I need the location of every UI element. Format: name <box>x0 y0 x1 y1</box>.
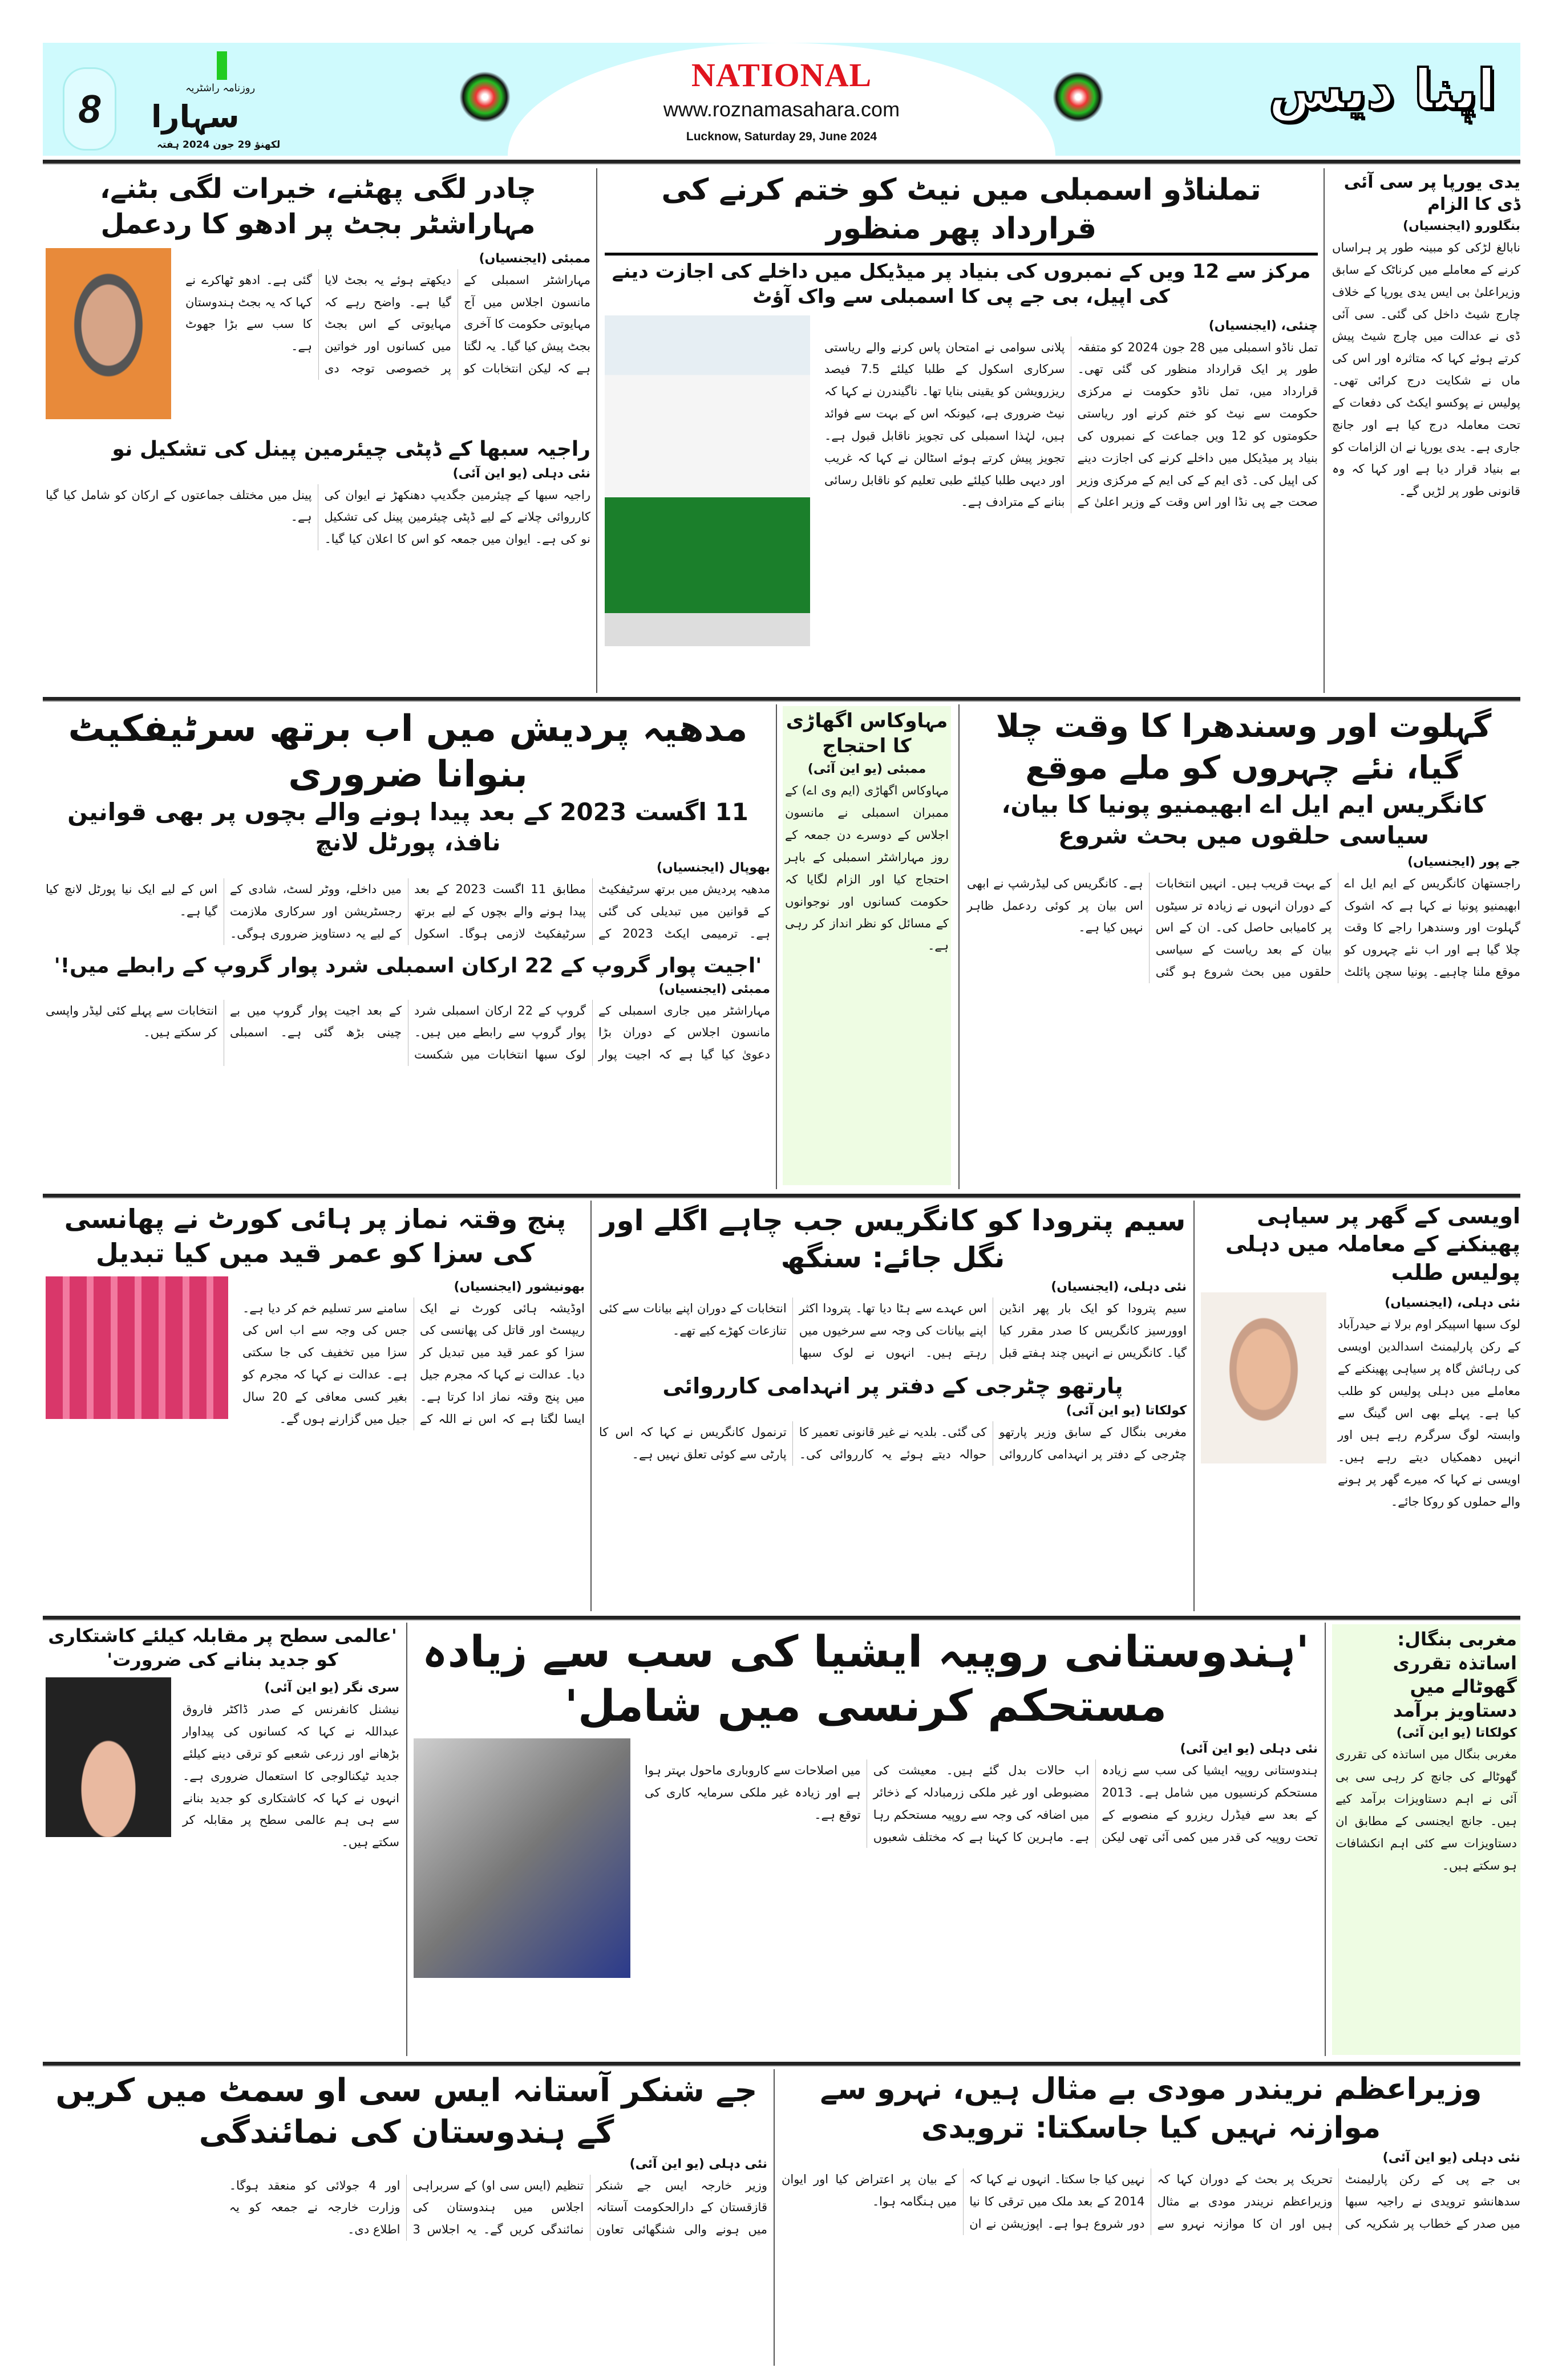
dateline: ممبئی (ایجنسیاں) <box>658 982 770 996</box>
dateline: سری نگر (یو این آئی) <box>264 1681 399 1696</box>
article-body: وزیر خارجہ ایس جے شنکر قازقستان کے دارالحکومت آستانہ میں ہونے والی شنگھائی تعاون تنظیم (ایس سی او) کے سربراہی اجلاس میں ہندوستان کی نمائندگی کریں گے۔ یہ اجلاس 3 اور 4 جولائی کو منعقد ہوگا۔ وزارت خارجہ نے جمعہ کو یہ اطلاع دی۔ <box>229 2178 767 2237</box>
article-pitroda <box>599 1202 1187 1466</box>
article-mva-protest <box>783 706 951 1185</box>
article-trivedi <box>782 2070 1520 2235</box>
article-bengal-teachers <box>1332 1624 1520 2055</box>
article-uddhav-budget <box>46 171 590 550</box>
article-body: تمل ناڈو اسمبلی میں 28 جون 2024 کو متفقہ طور پر ایک قرارداد منظور کی گئی تھی۔ قرارداد میں، تمل ناڈو حکومت نے مرکزی حکومت سے نیٹ کو ختم کرنے اور ریاستی حکومتوں کو 12 ویں جماعت کے نمبروں کی بنیاد پر میڈیکل میں داخلے کرنے کی اجازت دینے کی اپیل کی۔ ڈی ایم کے کی ایم کے مرکزی وزیر صحت جے پی نڈا اور اس وقت کے وزیر اعلیٰ کے پلانی سوامی نے امتحان پاس کرنے والے ریاستی سرکاری اسکول کے طلبا کیلئے 7.5 فیصد ریزرویشن کو یقینی بنایا تھا۔ ناگیندرن نے کہا کہ نیٹ ضروری ہے، کیونکہ اس کے بہت سے فوائد ہیں، لہٰذا اسمبلی کی تجویز ناقابل قبول ہے۔ تجویز پیش کرتے ہوئے اسٹالن نے کہا کہ غریب اور دیہی طلبا کیلئے طبی تعلیم کو ناقابل رسائی بنانے کے مترادف ہے۔ <box>824 340 1318 509</box>
article-body: راجستھان کانگریس کے ایم ایل اے ابھیمنیو پونیا نے کہا ہے کہ اشوک گہلوت اور وسندھرا راجے کا وقت چلا گیا ہے اور اب نئے چہروں کو موقع ملنا چاہیے۔ پونیا سچن پائلٹ کے بہت قریب ہیں۔ انہیں انتخابات کے دوران انہوں نے زیادہ تر سیٹوں پر کامیابی حاصل کی۔ ان کے اس بیان کے بعد ریاست کے سیاسی حلقوں میں بحث شروع ہو گئی ہے۔ کانگریس کی لیڈرشپ نے ابھی اس بیان پر کوئی ردعمل ظاہر نہیں کیا ہے۔ <box>967 876 1520 979</box>
article-body: مہاوکاس اگھاڑی (ایم وی اے) کے ممبران اسمبلی نے مانسون اجلاس کے دوسرے دن جمعہ کے روز مہاراشٹر اسمبلی کے باہر احتجاج کیا اور الزام لگایا کہ حکومت کسانوں اور نوجوانوں کے مسائل کو نظر انداز کر رہی ہے۔ <box>785 784 949 953</box>
headline: تملناڈو اسمبلی میں نیٹ کو ختم کرنے کی قرارداد پھر منظور <box>661 173 1261 246</box>
dateline: ممبئی (یو این آئی) <box>807 762 926 777</box>
headline: وزیراعظم نریندر مودی بے مثال ہیں، نہرو سے موازنہ نہیں کیا جاسکتا: ترویدی <box>820 2072 1482 2145</box>
dateline: نئی دہلی (یو این آئی) <box>629 2156 767 2171</box>
column-divider <box>1325 1623 1326 2056</box>
logo-tagline: روزنامہ راشٹریہ <box>185 82 256 94</box>
article-body: نابالغ لڑکی کو مبینہ طور پر ہراساں کرنے کے معاملے میں کرناٹک کے سابق وزیراعلیٰ بی ایس یدی یورپا کے خلاف چارج شیٹ داخل کی گئی۔ سی آئی ڈی نے عدالت میں چارج شیٹ پیش کرتے ہوئے کہا کہ متاثرہ اور اس کی ماں نے شکایت درج کرائی تھی۔ پولیس نے پوکسو ایکٹ کی دفعات کے تحت معاملہ درج کیا ہے اور جانچ جاری ہے۔ یدی یورپا نے ان الزامات کو بے بنیاد قرار دیا ہے اور کہا کہ وہ قانونی طور پر لڑیں گے۔ <box>1332 241 1520 498</box>
logo-name: سہارا <box>151 99 240 135</box>
dateline: بھوپال (ایجنسیاں) <box>657 861 770 875</box>
dateline: نئی دہلی (یو این آئی) <box>1180 1742 1318 1756</box>
newspaper-logo <box>151 51 300 154</box>
article-jaishankar <box>46 2070 767 2241</box>
dateline: جے پور (ایجنسیاں) <box>1407 854 1520 869</box>
subheadline: مرکز سے 12 ویں کے نمبروں کی بنیاد پر میڈیکل میں داخلے کی اجازت دینے کی اپیل، بی جے پی کا اسمبلی سے واک آؤٹ <box>612 260 1311 309</box>
dateline: بھونیشور (ایجنسیاں) <box>454 1279 585 1294</box>
page-title: اپنا دیس <box>1268 58 1496 121</box>
article-body: ہندوستانی روپیہ ایشیا کی سب سے زیادہ مستحکم کرنسیوں میں شامل ہے۔ 2013 کے بعد سے فیڈرل ریزرو کے منصوبے کے تحت روپیہ کی قدر میں کمی آئی تھی لیکن اب حالات بدل گئے ہیں۔ معیشت کی مضبوطی اور غیر ملکی زرمبادلہ کے ذخائر میں اضافہ کی وجہ سے روپیہ مستحکم رہا ہے۔ ماہرین کا کہنا ہے کہ مختلف شعبوں میں اصلاحات سے کاروباری ماحول بہتر ہوا ہے اور زیادہ غیر ملکی سرمایہ کاری کی توقع ہے۔ <box>645 1763 1318 1844</box>
divider <box>43 1616 1520 1620</box>
sunburst-icon <box>459 71 511 123</box>
article-body: راجیہ سبھا کے چیئرمین جگدیپ دھنکھڑ نے ایوان کی کارروائی چلانے کے لیے ڈپٹی چیئرمین پینل کی تشکیل نو کی ہے۔ ایوان میں جمعہ کو اس کا اعلان کیا گیا۔ پینل میں مختلف جماعتوں کے ارکان کو شامل کیا گیا ہے۔ <box>46 488 590 546</box>
dateline: نئی دہلی، (ایجنسیاں) <box>1051 1280 1187 1294</box>
headline: گہلوت اور وسندھرا کا وقت چلا گیا، نئے چہروں کو ملے موقع <box>995 708 1492 786</box>
headline: اویسی کے گھر پر سیاہی پھینکنے کے معاملہ میں دہلی پولیس طلب <box>1225 1203 1520 1285</box>
article-farooq-abdullah <box>46 1624 399 1997</box>
date-urdu: لکھنؤ 29 جون 2024 ہفتہ <box>157 139 281 151</box>
headline: مغربی بنگال: اساتذہ تقرری گھوٹالے میں دستاویز برآمد <box>1393 1628 1517 1721</box>
uddhav-thackeray-photo <box>46 248 171 419</box>
headline: چادر لگی پھٹنے، خیرات لگی بٹنے، مہاراشٹر بجٹ پر ادھو کا ردعمل <box>100 173 536 241</box>
column-divider <box>596 168 597 693</box>
article-body: نیشنل کانفرنس کے صدر ڈاکٹر فاروق عبداللہ نے کہا کہ کسانوں کی پیداوار بڑھانے اور زرعی شعبے کو ترقی دینے کیلئے جدید ٹیکنالوجی کا استعمال ضروری ہے۔ انہوں نے کہا کہ کاشتکاری کو جدید بنانے سے ہی ہم عالمی سطح پر مقابلہ کر سکتے ہیں۔ <box>183 1702 399 1850</box>
article-body: مہاراشٹر اسمبلی کے مانسون اجلاس میں آج مہایوتی حکومت کا آخری بجٹ پیش کیا گیا۔ یہ لگتا ہے کہ لیکن انتخابات کو دیکھتے ہوئے یہ بجٹ لایا گیا ہے۔ واضح رہے کہ مہایوتی کے اس بجٹ میں کسانوں اور خواتین پر خصوصی توجہ دی گئی ہے۔ ادھو ٹھاکرے نے کہا کہ یہ بجٹ ہندوستان کا سب سے بڑا جھوٹ ہے۔ <box>185 273 590 376</box>
divider <box>43 1194 1520 1198</box>
article-body: مہاراشٹر میں جاری اسمبلی کے مانسون اجلاس کے دوران بڑا دعویٰ کیا گیا ہے کہ اجیت پوار گروپ کے 22 ارکان اسمبلی شرد پوار گروپ سے رابطے میں ہیں۔ لوک سبھا انتخابات میں شکست کے بعد اجیت پوار گروپ میں بے چینی بڑھ گئی ہے۔ اسمبلی انتخابات سے پہلے کئی لیڈر واپسی کر سکتے ہیں۔ <box>46 1003 770 1062</box>
column-divider <box>406 1623 407 2056</box>
farooq-abdullah-photo <box>46 1677 171 1837</box>
dateline: ممبئی (ایجنسیاں) <box>479 251 590 266</box>
column-divider <box>776 704 777 1189</box>
column-divider <box>590 1201 592 1611</box>
article-body: بی جے پی کے رکن پارلیمنٹ سدھانشو ترویدی نے راجیہ سبھا میں صدر کے خطاب پر شکریہ کی تحریک پر بحث کے دوران کہا کہ وزیراعظم نریندر مودی بے مثال ہیں اور ان کا موازنہ نہرو سے نہیں کیا جا سکتا۔ انہوں نے کہا کہ 2014 کے بعد ملک میں ترقی کا نیا دور شروع ہوا ہے۔ اپوزیشن نے ان کے بیان پر اعتراض کیا اور ایوان میں ہنگامہ ہوا۔ <box>782 2172 1520 2231</box>
headline: راجیہ سبھا کے ڈپٹی چیئرمین پینل کی تشکیل نو <box>112 437 590 461</box>
sunburst-icon <box>1053 71 1104 123</box>
dateline: نئی دہلی، (ایجنسیاں) <box>1385 1296 1520 1311</box>
article-body: لوک سبھا اسپیکر اوم برلا نے حیدرآباد کے رکن پارلیمنٹ اسدالدین اویسی کی رہائش گاہ پر سیاہی پھینکنے کے معاملے میں دہلی پولیس کو طلب کیا ہے۔ پہلے بھی اس گینگ سے وابستہ لوگ سرگرم رہے ہیں اور انہیں دھمکیاں دیتے رہے ہیں۔ اویسی نے کہا کہ میرے گھر پر ہونے والے حملوں کو روکا جائے۔ <box>1338 1317 1520 1509</box>
article-tamilnadu-neet <box>605 171 1318 658</box>
anniversary-1-icon <box>217 51 227 80</box>
column-divider <box>958 704 960 1189</box>
column-divider <box>1324 168 1325 693</box>
article-yediyurappa <box>1332 171 1520 502</box>
column-divider <box>774 2069 775 2366</box>
dateline: چنئی، (ایجنسیاں) <box>1208 318 1318 333</box>
headline: مہاوکاس اگھاڑی کا احتجاج <box>786 709 948 758</box>
currency-notes-photo <box>414 1738 630 1978</box>
om-birla-photo <box>1201 1292 1326 1463</box>
dateline: نئی دہلی (یو این آئی) <box>452 466 590 481</box>
divider <box>43 697 1520 702</box>
dateline: کولکاتا (یو این آئی) <box>1396 1726 1517 1741</box>
section-title: NATIONAL <box>691 56 872 94</box>
headline: جے شنکر آستانہ ایس سی او سمٹ میں کریں گے ہندوستان کی نمائندگی <box>55 2072 758 2151</box>
dateline: نئی دہلی (یو این آئی) <box>1382 2151 1520 2166</box>
article-odisha-high-court <box>46 1202 585 1584</box>
date-english: Lucknow, Saturday 29, June 2024 <box>686 130 877 143</box>
website-link[interactable]: www.roznamasahara.com <box>663 98 900 121</box>
column-divider <box>1193 1201 1195 1611</box>
article-body: مغربی بنگال کے سابق وزیر پارتھو چٹرجی کے دفتر پر انہدامی کارروائی کی گئی۔ بلدیہ نے غیر قانونی تعمیر کا حوالہ دیتے ہوئے یہ کارروائی کی۔ ترنمول کانگریس نے کہا کہ اس کا پارٹی سے کوئی تعلق نہیں ہے۔ <box>599 1425 1187 1461</box>
divider <box>43 160 1520 164</box>
article-gehlot <box>967 706 1520 983</box>
article-body: مغربی بنگال میں اساتذہ کی تقرری گھوٹالے کی جانچ کر رہی سی بی آئی نے اہم دستاویزات برآمد کیے ہیں۔ جانچ ایجنسی کے مطابق ان دستاویزات سے کئی اہم انکشافات ہو سکتے ہیں۔ <box>1335 1748 1517 1872</box>
headline: یدی یورپا پر سی آئی ڈی کا الزام <box>1343 172 1520 214</box>
article-body: سیم پترودا کو ایک بار پھر انڈین اوورسیز کانگریس کا صدر مقرر کیا گیا۔ کانگریس نے انہیں چند ہفتے قبل اس عہدے سے ہٹا دیا تھا۔ پترودا اکثر اپنے بیانات کی وجہ سے سرخیوں میں رہتے ہیں۔ انہوں نے لوک سبھا انتخابات کے دوران اپنے بیانات سے کئی تنازعات کھڑے کیے تھے۔ <box>599 1302 1187 1360</box>
subheadline: 11 اگست 2023 کے بعد پیدا ہونے والے بچوں پر بھی قوانین نافذ، پورٹل لانچ <box>67 798 748 856</box>
article-mp-birth-certificate <box>46 706 770 1066</box>
headline: پنج وقتہ نماز پر ہائی کورٹ نے پھانسی کی سزا کو عمر قید میں کیا تبدیل <box>64 1203 566 1268</box>
article-body: مدھیہ پردیش میں برتھ سرٹیفکیٹ کے قوانین میں تبدیلی کی گئی ہے۔ ترمیمی ایکٹ 2023 کے مطابق 11 اگست 2023 کے بعد پیدا ہونے والے بچوں کے لیے برتھ سرٹیفکیٹ لازمی ہوگا۔ اسکول میں داخلے، ووٹر لسٹ، شادی کے رجسٹریشن اور سرکاری ملازمت کے لیے یہ دستاویز ضروری ہوگی۔ اس کے لیے ایک نیا پورٹل لانچ کیا گیا ہے۔ <box>46 882 770 940</box>
subheadline: کانگریس ایم ایل اے ابھیمنیو پونیا کا بیان، سیاسی حلقوں میں بحث شروع <box>1001 790 1486 850</box>
article-body: اوڈیشہ ہائی کورٹ نے ایک ریپسٹ اور قاتل کی پھانسی کی سزا کو عمر قید میں تبدیل کر دیا۔ عدالت نے کہا کہ مجرم جیل میں پنج وقتہ نماز ادا کرتا ہے۔ ایسا لگتا ہے کہ اس نے اللہ کے سامنے سر تسلیم خم کر دیا ہے۔ جس کی وجہ سے اب اس کی سزا میں تخفیف کی جا سکتی ہے۔ عدالت نے کہا کہ مجرم کو بغیر کسی معافی کے 20 سال جیل میں گزارنے ہوں گے۔ <box>242 1301 585 1426</box>
headline: سیم پترودا کو کانگریس جب چاہے اگلے اور نگل جائے: سنگھ <box>600 1204 1186 1274</box>
assembly-building-photo <box>605 315 810 646</box>
headline: 'ہندوستانی روپیہ ایشیا کی سب سے زیادہ مستحکم کرنسی میں شامل' <box>422 1626 1309 1731</box>
headline: 'عالمی سطح پر مقابلہ کیلئے کاشتکاری کو جدید بنانے کی ضرورت' <box>48 1625 397 1671</box>
dateline: کولکاتا (یو این آئی) <box>1066 1403 1187 1418</box>
headline: مدھیہ پردیش میں اب برتھ سرٹیفکیٹ بنوانا ضروری <box>68 708 748 796</box>
high-court-building-photo <box>46 1276 228 1419</box>
article-owaisi <box>1201 1202 1520 1600</box>
page-number: 8 <box>63 67 116 151</box>
headline-rule <box>605 253 1318 256</box>
divider <box>43 2062 1520 2066</box>
headline: 'اجیت پوار گروپ کے 22 ارکان اسمبلی شرد پوار گروپ کے رابطے میں!' <box>54 954 762 978</box>
headline: پارتھو چٹرجی کے دفتر پر انہدامی کارروائی <box>662 1373 1123 1398</box>
dateline: بنگلورو (ایجنسیاں) <box>1403 219 1520 233</box>
article-rupee <box>414 1624 1318 2001</box>
